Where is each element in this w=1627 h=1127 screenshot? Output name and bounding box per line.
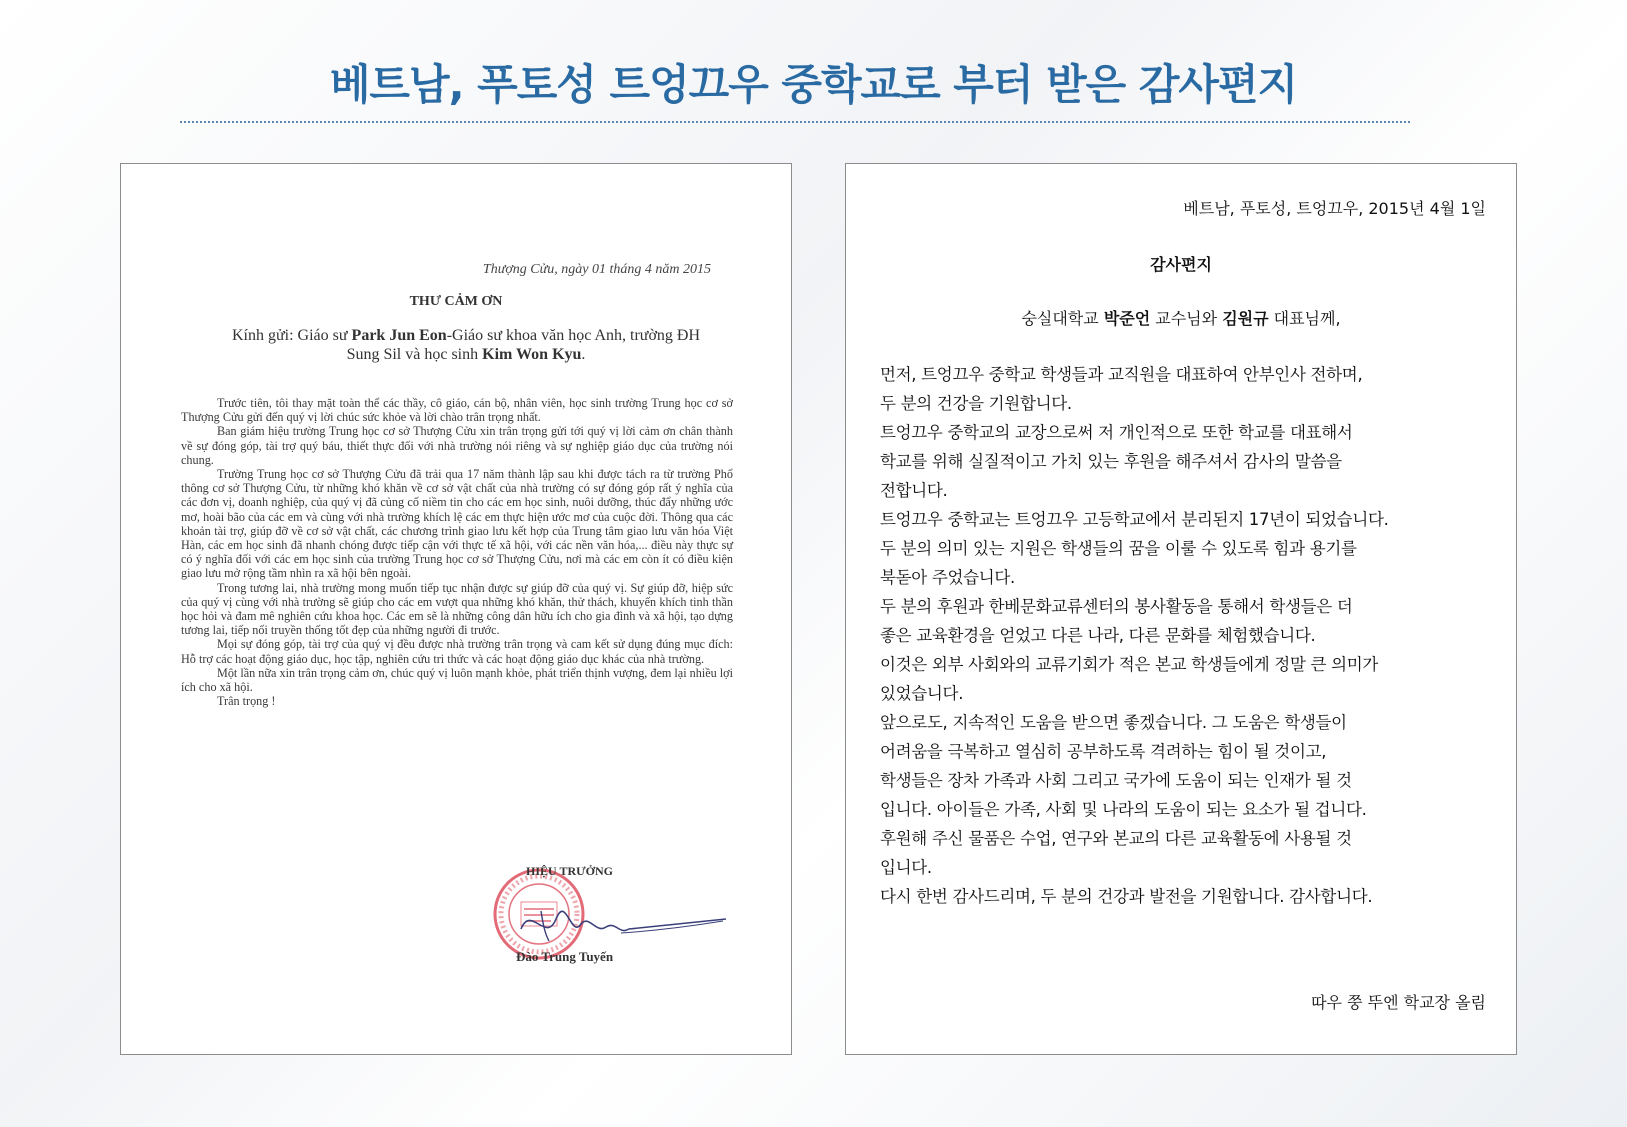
greeting-name-2: Kim Won Kyu (482, 346, 582, 363)
title-divider (180, 121, 1410, 123)
translation-date: 베트남, 푸토성, 트엉끄우, 2015년 4월 1일 (1183, 199, 1486, 218)
translation-line: 이것은 외부 사회와의 교류기회가 적은 본교 학생들에게 정말 큰 의미가 (880, 655, 1379, 674)
letter-date: Thượng Cửu, ngày 01 tháng 4 năm 2015 (482, 262, 711, 277)
greeting-end: . (581, 346, 586, 363)
translation-line: 학생들은 장차 가족과 사회 그리고 국가에 도움이 되는 인재가 될 것 (880, 771, 1352, 790)
scanned-letter (121, 164, 791, 1054)
greeting-name-1: Park Jun Eon (351, 327, 447, 344)
signer-title: HIỆU TRƯỞNG (526, 864, 614, 878)
translation-line: 전합니다. (880, 481, 948, 500)
signer-name: Đào Trung Tuyến (516, 949, 614, 964)
letter-paragraph: Trước tiên, tôi thay mặt toàn thể các thầy, cô giáo, cán bộ, nhân viên, học sinh trường Trung học cơ sở Thượng Cửu gửi đến quý vị lời chúc sức khỏe và lời chào trân trọng nhất. (181, 396, 733, 425)
page-title: 베트남, 푸토성 트엉끄우 중학교로 부터 받은 감사편지 (329, 60, 1298, 109)
letter-heading: THƯ CẢM ƠN (409, 294, 503, 309)
translation-line: 어려움을 극복하고 열심히 공부하도록 격려하는 힘이 될 것이고, (880, 742, 1327, 761)
translation-heading: 감사편지 (1150, 255, 1212, 274)
greeting-prefix: Kính gửi: Giáo sư (231, 327, 352, 344)
greeting-mid: 교수님와 (1150, 309, 1223, 328)
translation-line: 두 분의 후원과 한베문화교류센터의 봉사활동을 통해서 학생들은 더 (880, 597, 1353, 616)
original-letter-panel (120, 163, 792, 1055)
letter-body (181, 396, 733, 708)
greeting-pre: 숭실대학교 (1021, 309, 1104, 328)
translation-line: 트엉끄우 중학교는 트엉끄우 고등학교에서 분리된지 17년이 되었습니다. (880, 510, 1389, 529)
translation-line: 북돋아 주었습니다. (880, 568, 1016, 587)
translation-line: 입니다. (880, 858, 932, 877)
greeting-post: 대표님께, (1268, 309, 1341, 328)
translation-line: 입니다. 아이들은 가족, 사회 및 나라의 도움이 되는 요소가 될 겁니다. (880, 800, 1367, 819)
letter-greeting (221, 326, 711, 364)
greeting-name-2: 김원규 (1222, 309, 1269, 328)
greeting-name-1: 박준언 (1103, 309, 1151, 328)
translation-line: 다시 한번 감사드리며, 두 분의 건강과 발전을 기원합니다. 감사합니다. (880, 887, 1373, 906)
translation-line: 두 분의 건강을 기원합니다. (880, 394, 1072, 413)
signature-icon (501, 899, 731, 949)
translation-signoff: 따우 쭝 뚜엔 학교장 올림 (1311, 993, 1486, 1012)
letter-paragraph: Mọi sự đóng góp, tài trợ của quý vị đều được nhà trường trân trọng và cam kết sử dụng đúng mục đích: Hỗ trợ các hoạt động giáo dục, học tập, nghiên cứu tri thức và các hoạt động giáo dục khác của nhà trường. (181, 637, 733, 666)
letter-paragraph: Một lần nữa xin trân trọng cảm ơn, chúc quý vị luôn mạnh khỏe, phát triển thịnh vượng, đem lại nhiều lợi ích cho xã hội. (181, 665, 733, 695)
translation-line: 학교를 위해 실질적이고 가치 있는 후원을 해주셔서 감사의 말씀을 (880, 452, 1342, 471)
letter-paragraph: Trường Trung học cơ sở Thượng Cửu đã trải qua 17 năm thành lập sau khi được tách ra từ trường Phổ thông cơ sở Thượng Cửu, từ những khó khăn về cơ sở vật chất của nhà trường có sự đóng góp rất ý nghĩa của các đơn vị, doanh nghiệp, của quý vị đã củng cố niềm tin cho các em học sinh, nuôi dưỡng, thúc đẩy những ước mơ, hoài bão của các em và cùng với nhà trường khích lệ các em thực hiện ước mơ của cuộc đời. Thông qua các khoản tài trợ, giúp đỡ về cơ sở vật chất, các chương trình giao lưu kết hợp của Trung tâm giao lưu văn hóa Việt Hàn, các em học sinh đã nhanh chóng được tiếp cận với thực tế xã hội, với các nền văn hóa,... điều này thực sự có ý nghĩa đối với các em học sinh của trường Trung học cơ sở Thượng Cửu, nơi mà các em còn ít có điều kiện giao lưu mở rộng tầm nhìn ra xã hội bên ngoài. (181, 467, 733, 581)
greeting-mid: -Giáo sư khoa văn học Anh, trường ĐH Sung Sil và học sinh (346, 327, 701, 363)
translation-panel (845, 163, 1517, 1055)
translation-body (880, 360, 1500, 911)
translation-line: 트엉끄우 중학교의 교장으로써 저 개인적으로 또한 학교를 대표해서 (880, 423, 1353, 442)
letter-paragraph: Ban giám hiệu trường Trung học cơ sở Thượng Cửu xin trân trọng gửi tới quý vị lời cảm ơn chân thành về sự đóng góp, tài trợ quý báu, thiết thực đối với nhà trường nói riêng và sự nghiệp giáo dục của trường nói chung. (181, 424, 733, 467)
translation-line: 먼저, 트엉끄우 중학교 학생들과 교직원을 대표하여 안부인사 전하며, (880, 365, 1363, 384)
letter-paragraph: Trân trọng ! (217, 694, 276, 709)
translation-line: 좋은 교육환경을 얻었고 다른 나라, 다른 문화를 체험했습니다. (880, 626, 1316, 645)
translation-greeting (846, 306, 1516, 329)
translation-line: 앞으로도, 지속적인 도움을 받으면 좋겠습니다. 그 도움은 학생들이 (880, 713, 1347, 732)
translation-line: 있었습니다. (880, 684, 964, 703)
translated-letter (846, 164, 1516, 1054)
translation-line: 후원해 주신 물품은 수업, 연구와 본교의 다른 교육활동에 사용될 것 (880, 829, 1352, 848)
letter-paragraph: Trong tương lai, nhà trường mong muốn tiếp tục nhận được sự giúp đỡ của quý vị. Sự giúp đỡ, hiệp sức của quý vị cùng với nhà trường sẽ giúp cho các em vượt qua những khó khăn, thử thách, khuyến khích tinh thần học hỏi và đam mê nghiên cứu khoa học. Các em sẽ là những công dân hữu ích cho gia đình và xã hội, tạo dựng tương lai, tiếp nối truyền thống tốt đẹp của những người đi trước. (181, 580, 733, 638)
translation-line: 두 분의 의미 있는 지원은 학생들의 꿈을 이룰 수 있도록 힘과 용기를 (880, 539, 1357, 558)
